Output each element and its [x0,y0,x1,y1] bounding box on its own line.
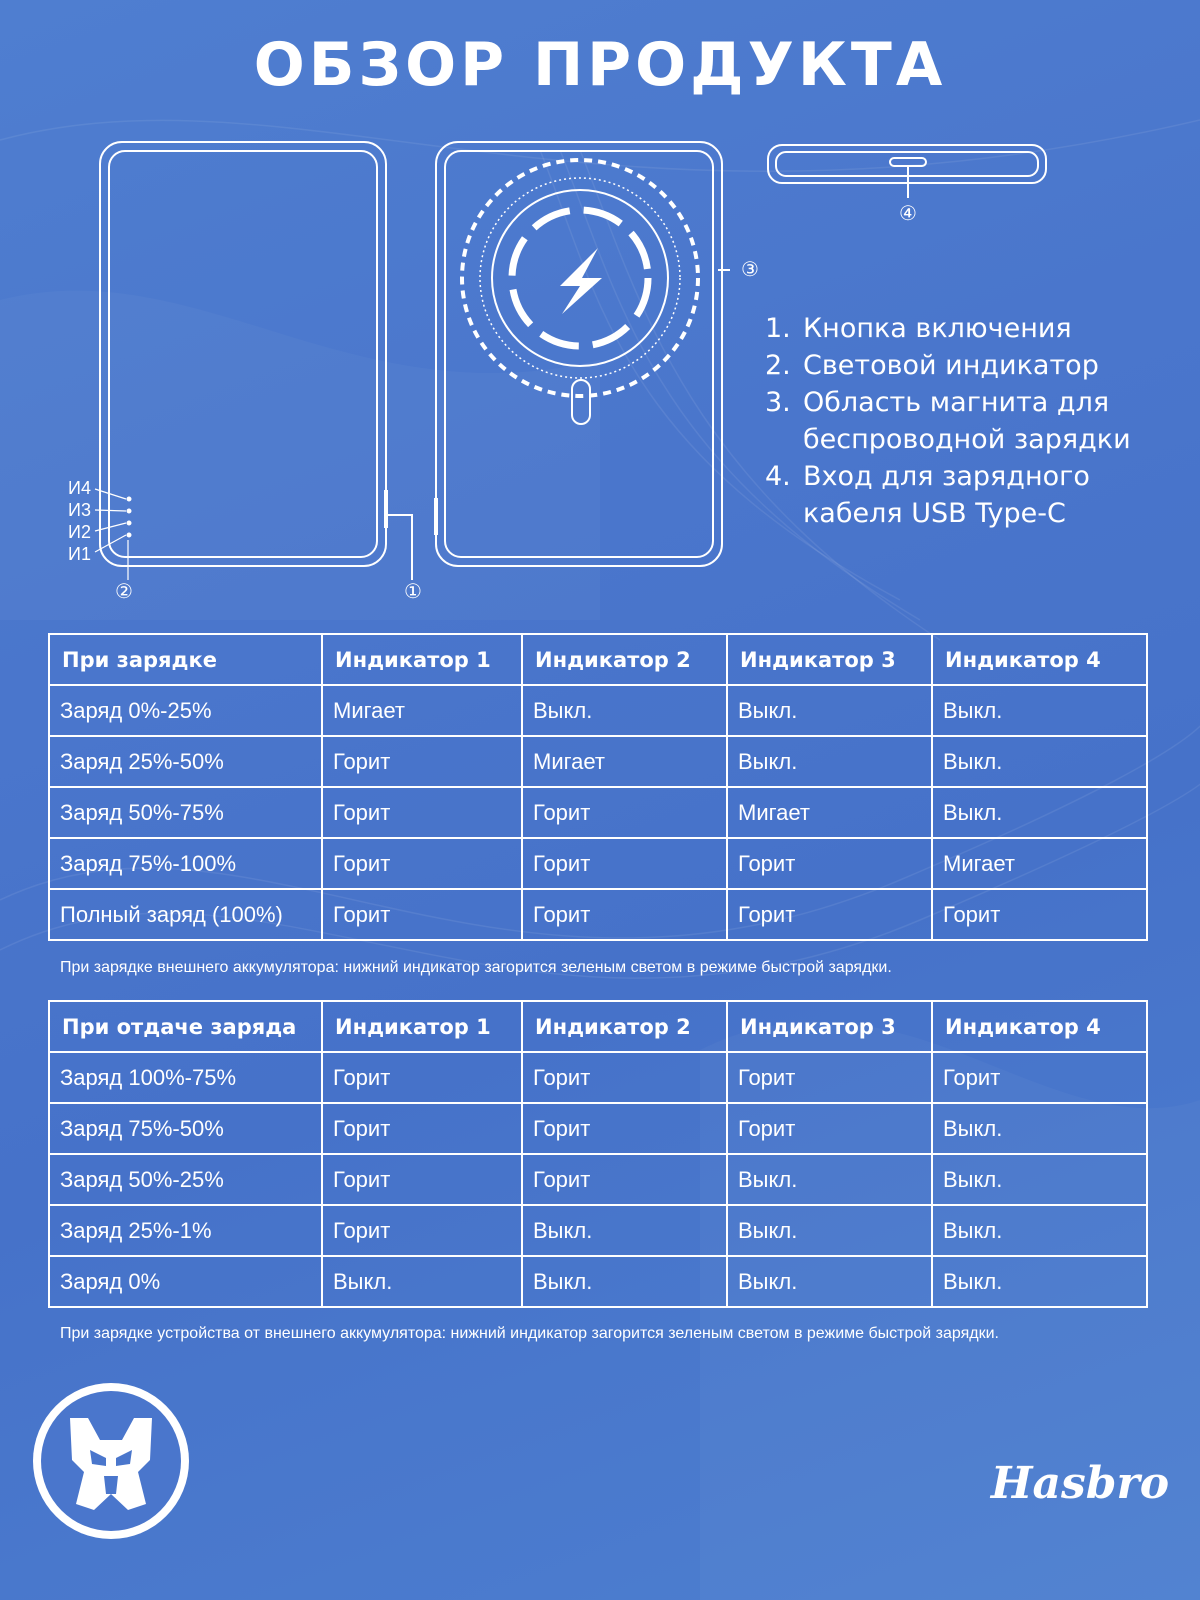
table-cell: Горит [932,889,1147,940]
table-cell: Мигает [522,736,727,787]
callout-3: ③ [741,257,759,281]
table-cell: Заряд 50%-75% [49,787,322,838]
table-cell: Выкл. [522,1256,727,1307]
lightning-icon [560,248,602,314]
table-cell: Горит [727,838,932,889]
legend-text: Кнопка включения [803,313,1072,344]
table-cell: Заряд 75%-100% [49,838,322,889]
table-cell: Горит [727,1103,932,1154]
autobot-logo-icon [30,1380,192,1542]
table-cell: Выкл. [727,1205,932,1256]
legend-item [765,384,1133,458]
table-header: Индикатор 4 [932,1001,1147,1052]
table-cell: Полный заряд (100%) [49,889,322,940]
table-header: При зарядке [49,634,322,685]
table-cell: Горит [522,787,727,838]
table-cell: Выкл. [322,1256,522,1307]
table-row [49,1154,1147,1205]
table-cell: Выкл. [522,1205,727,1256]
hasbro-logo-text: Hasbro [990,1458,1170,1509]
table-cell: Горит [522,889,727,940]
table-header: Индикатор 2 [522,1001,727,1052]
legend-number: 4. [765,461,791,492]
table-header-row [49,1001,1147,1052]
table-row [49,838,1147,889]
charging-indicator-table [48,633,1148,941]
indicator-label-2: И2 [68,522,91,542]
legend-number: 1. [765,313,791,344]
table-cell: Выкл. [932,1103,1147,1154]
table-cell: Горит [322,838,522,889]
table-cell: Горит [522,1052,727,1103]
table-cell: Выкл. [932,736,1147,787]
table-cell: Горит [727,1052,932,1103]
table-cell: Выкл. [932,1256,1147,1307]
discharging-note: При зарядке устройства от внешнего аккумулятора: нижний индикатор загорится зеленым светом в режиме быстрой зарядки. [60,1325,999,1342]
table-cell: Горит [727,889,932,940]
table-cell: Заряд 75%-50% [49,1103,322,1154]
table-cell: Выкл. [727,736,932,787]
table-row [49,736,1147,787]
table-cell: Горит [322,889,522,940]
table-row [49,1052,1147,1103]
parts-legend [765,310,1133,532]
table-cell: Горит [932,1052,1147,1103]
discharging-indicator-table [48,1000,1148,1308]
table-header: Индикатор 3 [727,1001,932,1052]
legend-item [765,310,1133,347]
indicator-label-3: И3 [68,500,91,520]
table-row [49,889,1147,940]
table-cell: Выкл. [932,685,1147,736]
table-cell: Выкл. [727,1154,932,1205]
table-cell: Горит [522,1154,727,1205]
indicator-label-4: И4 [68,478,91,498]
legend-text: Область магнита для беспроводной зарядки [803,387,1131,455]
table-cell: Горит [522,1103,727,1154]
table-cell: Выкл. [932,787,1147,838]
legend-item [765,458,1133,532]
indicator-label-1: И1 [68,544,91,564]
table-header: Индикатор 1 [322,1001,522,1052]
table-header: Индикатор 1 [322,634,522,685]
callout-2: ② [115,579,133,603]
table-row [49,1103,1147,1154]
table-cell: Мигает [932,838,1147,889]
table-cell: Мигает [322,685,522,736]
legend-item [765,347,1133,384]
table-cell: Выкл. [727,1256,932,1307]
table-cell: Выкл. [932,1154,1147,1205]
charging-note: При зарядке внешнего аккумулятора: нижний индикатор загорится зеленым светом в режиме быстрой зарядки. [60,959,892,976]
table-cell: Выкл. [522,685,727,736]
table-header-row [49,634,1147,685]
table-cell: Заряд 50%-25% [49,1154,322,1205]
legend-text: Вход для зарядного кабеля USB Type-C [803,461,1090,529]
legend-text: Световой индикатор [803,350,1099,381]
table-cell: Горит [322,787,522,838]
table-header: Индикатор 3 [727,634,932,685]
table-cell: Заряд 25%-50% [49,736,322,787]
table-cell: Горит [322,1103,522,1154]
table-row [49,685,1147,736]
table-cell: Горит [322,1052,522,1103]
table-cell: Заряд 25%-1% [49,1205,322,1256]
table-cell: Выкл. [932,1205,1147,1256]
page-title: ОБЗОР ПРОДУКТА [253,30,947,100]
device-side-view [768,145,1046,198]
table-row [49,787,1147,838]
table-cell: Выкл. [727,685,932,736]
table-cell: Мигает [727,787,932,838]
table-header: Индикатор 2 [522,634,727,685]
table-cell: Заряд 0%-25% [49,685,322,736]
legend-number: 3. [765,387,791,418]
device-back-view [436,142,730,566]
legend-number: 2. [765,350,791,381]
table-row [49,1256,1147,1307]
table-cell: Горит [322,1154,522,1205]
table-cell: Горит [322,736,522,787]
table-row [49,1205,1147,1256]
callout-1: ① [404,579,422,603]
hasbro-logo [985,1450,1175,1520]
callout-4: ④ [899,201,917,225]
table-cell: Горит [322,1205,522,1256]
indicator-dots [127,497,132,538]
table-cell: Заряд 100%-75% [49,1052,322,1103]
device-front-view [95,142,412,580]
table-cell: Горит [522,838,727,889]
table-header: Индикатор 4 [932,634,1147,685]
table-cell: Заряд 0% [49,1256,322,1307]
table-header: При отдаче заряда [49,1001,322,1052]
